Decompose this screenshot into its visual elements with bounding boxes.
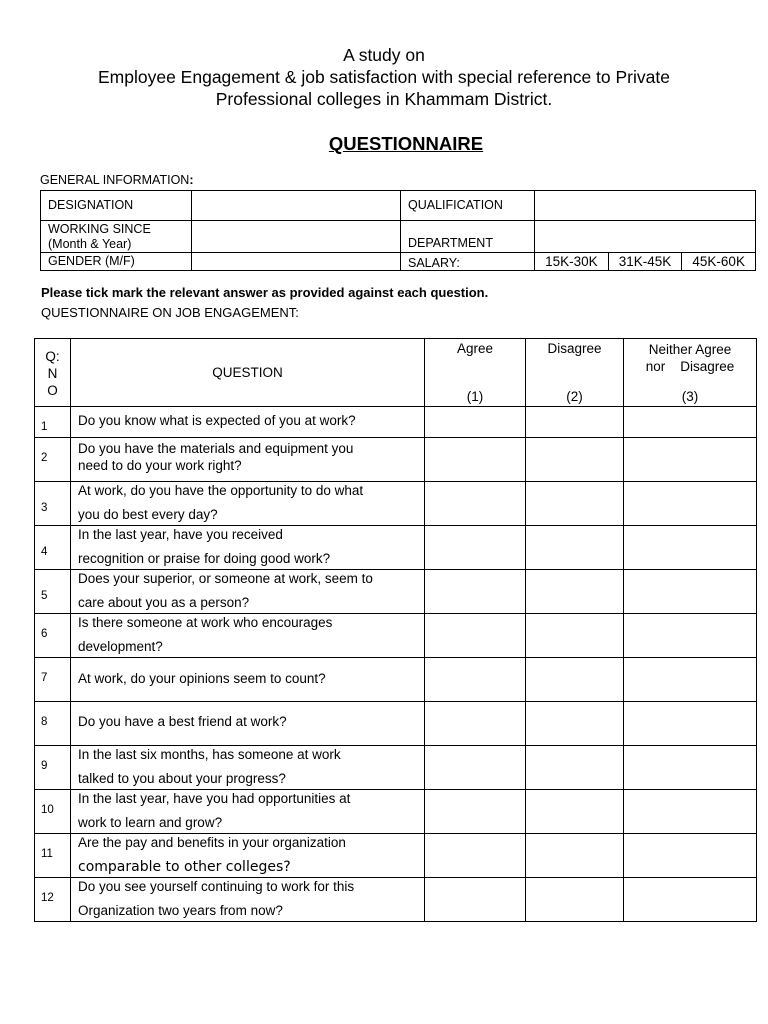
qno-header-line-2: N <box>47 366 58 381</box>
working-since-line-2: (Month & Year) <box>48 237 132 251</box>
disagree-cell[interactable] <box>526 790 624 834</box>
document-heading <box>0 44 768 110</box>
department-field[interactable] <box>535 221 756 253</box>
salary-option-31k-45k[interactable]: 31K-45K <box>608 253 682 270</box>
question-cell <box>71 834 425 878</box>
neither-cell[interactable] <box>624 482 757 526</box>
table-row <box>35 482 757 526</box>
agree-cell[interactable] <box>425 834 526 878</box>
row-number-cell <box>35 658 71 702</box>
disagree-cell[interactable] <box>526 702 624 746</box>
question-text-line-1: Is there someone at work who encourages <box>78 615 333 630</box>
table-row <box>35 746 757 790</box>
neither-cell[interactable] <box>624 702 757 746</box>
question-text-line-1: Does your superior, or someone at work, seem to <box>78 571 373 586</box>
disagree-cell[interactable] <box>526 878 624 922</box>
neither-code: (3) <box>681 389 699 404</box>
agree-cell[interactable] <box>425 407 526 438</box>
question-cell <box>71 658 425 702</box>
row-number: 3 <box>41 502 48 514</box>
heading-line-2: Employee Engagement & job satisfaction with special reference to Private <box>98 67 670 87</box>
question-text-line-2: work to learn and grow? <box>78 815 223 830</box>
disagree-cell[interactable] <box>526 438 624 482</box>
agree-cell[interactable] <box>425 438 526 482</box>
table-row <box>35 790 757 834</box>
salary-label-cell <box>401 253 535 271</box>
question-text-line-2: recognition or praise for doing good work? <box>78 551 331 566</box>
question-text-line-2: you do best every day? <box>78 507 218 522</box>
question-text: At work, do your opinions seem to count? <box>78 671 326 686</box>
row-number: 7 <box>41 672 48 684</box>
question-header <box>71 339 425 407</box>
neither-line-2: nor Disagree <box>645 359 735 374</box>
designation-field[interactable] <box>192 191 401 221</box>
gender-label: GENDER (M/F) <box>48 254 135 268</box>
table-row <box>35 658 757 702</box>
gender-field[interactable] <box>192 253 401 271</box>
question-text-line-2: development? <box>78 639 163 654</box>
heading-line-1: A study on <box>343 45 425 65</box>
agree-cell[interactable] <box>425 658 526 702</box>
question-cell <box>71 526 425 570</box>
question-cell <box>71 790 425 834</box>
table-row <box>35 614 757 658</box>
question-text-line-1: Do you have the materials and equipment you <box>78 441 354 456</box>
disagree-header <box>526 339 624 407</box>
disagree-cell[interactable] <box>526 746 624 790</box>
question-text-line-1: Are the pay and benefits in your organization <box>78 835 346 850</box>
row-number-cell <box>35 790 71 834</box>
agree-cell[interactable] <box>425 614 526 658</box>
question-text-line-1: Do you see yourself continuing to work for this <box>78 879 355 894</box>
neither-cell[interactable] <box>624 658 757 702</box>
row-number: 8 <box>41 716 48 728</box>
disagree-label: Disagree <box>547 341 602 356</box>
department-label-cell <box>401 221 535 253</box>
instruction-text: Please tick mark the relevant answer as provided against each question. <box>41 285 489 300</box>
qno-header-line-3: O <box>47 383 58 398</box>
table-row <box>35 438 757 482</box>
question-cell <box>71 407 425 438</box>
row-number-cell <box>35 526 71 570</box>
row-number: 4 <box>41 546 48 558</box>
working-since-label <box>48 222 151 252</box>
agree-cell[interactable] <box>425 878 526 922</box>
question-text-line-2: comparable to other colleges? <box>78 859 291 875</box>
question-cell <box>71 570 425 614</box>
neither-label <box>624 341 756 375</box>
question-text-line-1: At work, do you have the opportunity to do what <box>78 483 364 498</box>
row-number-cell <box>35 746 71 790</box>
row-number: 10 <box>41 804 54 816</box>
table-row <box>35 526 757 570</box>
question-text: Do you have a best friend at work? <box>78 714 287 729</box>
neither-cell[interactable] <box>624 834 757 878</box>
agree-label: Agree <box>456 341 494 356</box>
neither-cell[interactable] <box>624 614 757 658</box>
neither-header <box>624 339 757 407</box>
question-cell <box>71 482 425 526</box>
salary-label: SALARY: <box>408 256 460 270</box>
neither-cell[interactable] <box>624 878 757 922</box>
table-row <box>35 702 757 746</box>
row-number: 12 <box>41 892 54 904</box>
row-number: 6 <box>41 628 48 640</box>
designation-label-cell <box>41 191 192 221</box>
neither-cell[interactable] <box>624 746 757 790</box>
agree-code: (1) <box>466 389 484 404</box>
neither-cell[interactable] <box>624 438 757 482</box>
neither-cell[interactable] <box>624 570 757 614</box>
row-number: 2 <box>41 452 48 464</box>
row-number: 11 <box>41 848 53 860</box>
agree-cell[interactable] <box>425 482 526 526</box>
question-cell <box>71 746 425 790</box>
agree-cell[interactable] <box>425 746 526 790</box>
question-text: Do you know what is expected of you at work? <box>78 413 356 428</box>
disagree-code: (2) <box>566 389 583 404</box>
row-number: 9 <box>41 760 48 772</box>
qualification-field[interactable] <box>535 191 756 221</box>
working-since-field[interactable] <box>192 221 401 253</box>
designation-label: DESIGNATION <box>48 198 134 212</box>
disagree-cell[interactable] <box>526 407 624 438</box>
qno-header <box>35 339 71 407</box>
agree-cell[interactable] <box>425 790 526 834</box>
disagree-cell[interactable] <box>526 526 624 570</box>
working-since-label-cell <box>41 221 192 253</box>
questionnaire-table <box>34 338 757 922</box>
salary-option-45k-60k[interactable]: 45K-60K <box>681 253 755 270</box>
row-number-cell <box>35 482 71 526</box>
working-since-line-1: WORKING SINCE <box>48 222 151 236</box>
question-cell <box>71 702 425 746</box>
row-number-cell <box>35 834 71 878</box>
general-information-table <box>40 190 756 271</box>
neither-cell[interactable] <box>624 790 757 834</box>
question-cell <box>71 438 425 482</box>
row-number-cell <box>35 702 71 746</box>
general-information-text: GENERAL INFORMATION <box>40 173 190 187</box>
question-text-line-2: care about you as a person? <box>78 595 250 610</box>
salary-options-cell <box>535 253 756 271</box>
agree-cell[interactable] <box>425 526 526 570</box>
row-number: 5 <box>41 590 48 602</box>
job-engagement-subheading: QUESTIONNAIRE ON JOB ENGAGEMENT: <box>41 305 299 320</box>
question-text-line-2: talked to you about your progress? <box>78 771 286 786</box>
department-label: DEPARTMENT <box>408 236 493 250</box>
agree-cell[interactable] <box>425 702 526 746</box>
table-row <box>35 407 757 438</box>
disagree-cell[interactable] <box>526 658 624 702</box>
row-number-cell <box>35 438 71 482</box>
agree-cell[interactable] <box>425 570 526 614</box>
question-cell <box>71 878 425 922</box>
qno-header-line-1: Q: <box>45 349 60 364</box>
question-text-line-2: need to do your work right? <box>78 458 242 473</box>
general-information-label <box>40 173 194 187</box>
table-row <box>35 570 757 614</box>
question-text-line-1: In the last year, have you received <box>78 527 283 542</box>
disagree-cell[interactable] <box>526 614 624 658</box>
qualification-label-cell <box>401 191 535 221</box>
neither-cell[interactable] <box>624 407 757 438</box>
heading-line-3: Professional colleges in Khammam District. <box>215 89 553 109</box>
row-number-cell <box>35 614 71 658</box>
questionnaire-title: QUESTIONNAIRE <box>328 133 484 154</box>
question-header-label: QUESTION <box>212 365 283 380</box>
question-text-line-1: In the last six months, has someone at work <box>78 747 341 762</box>
question-cell <box>71 614 425 658</box>
table-row <box>35 834 757 878</box>
row-number: 1 <box>41 421 48 433</box>
gender-label-cell <box>41 253 192 271</box>
disagree-cell[interactable] <box>526 834 624 878</box>
general-information-colon: : <box>189 173 194 187</box>
row-number-cell <box>35 407 71 438</box>
row-number-cell <box>35 570 71 614</box>
qualification-label: QUALIFICATION <box>408 198 503 212</box>
question-text-line-2: Organization two years from now? <box>78 903 283 918</box>
neither-cell[interactable] <box>624 526 757 570</box>
disagree-cell[interactable] <box>526 482 624 526</box>
salary-option-15k-30k[interactable]: 15K-30K <box>545 254 598 269</box>
neither-line-1: Neither Agree <box>648 342 732 357</box>
agree-header <box>425 339 526 407</box>
table-header-row <box>35 339 757 407</box>
row-number-cell <box>35 878 71 922</box>
question-text-line-1: In the last year, have you had opportunities at <box>78 791 351 806</box>
disagree-cell[interactable] <box>526 570 624 614</box>
table-row <box>35 878 757 922</box>
